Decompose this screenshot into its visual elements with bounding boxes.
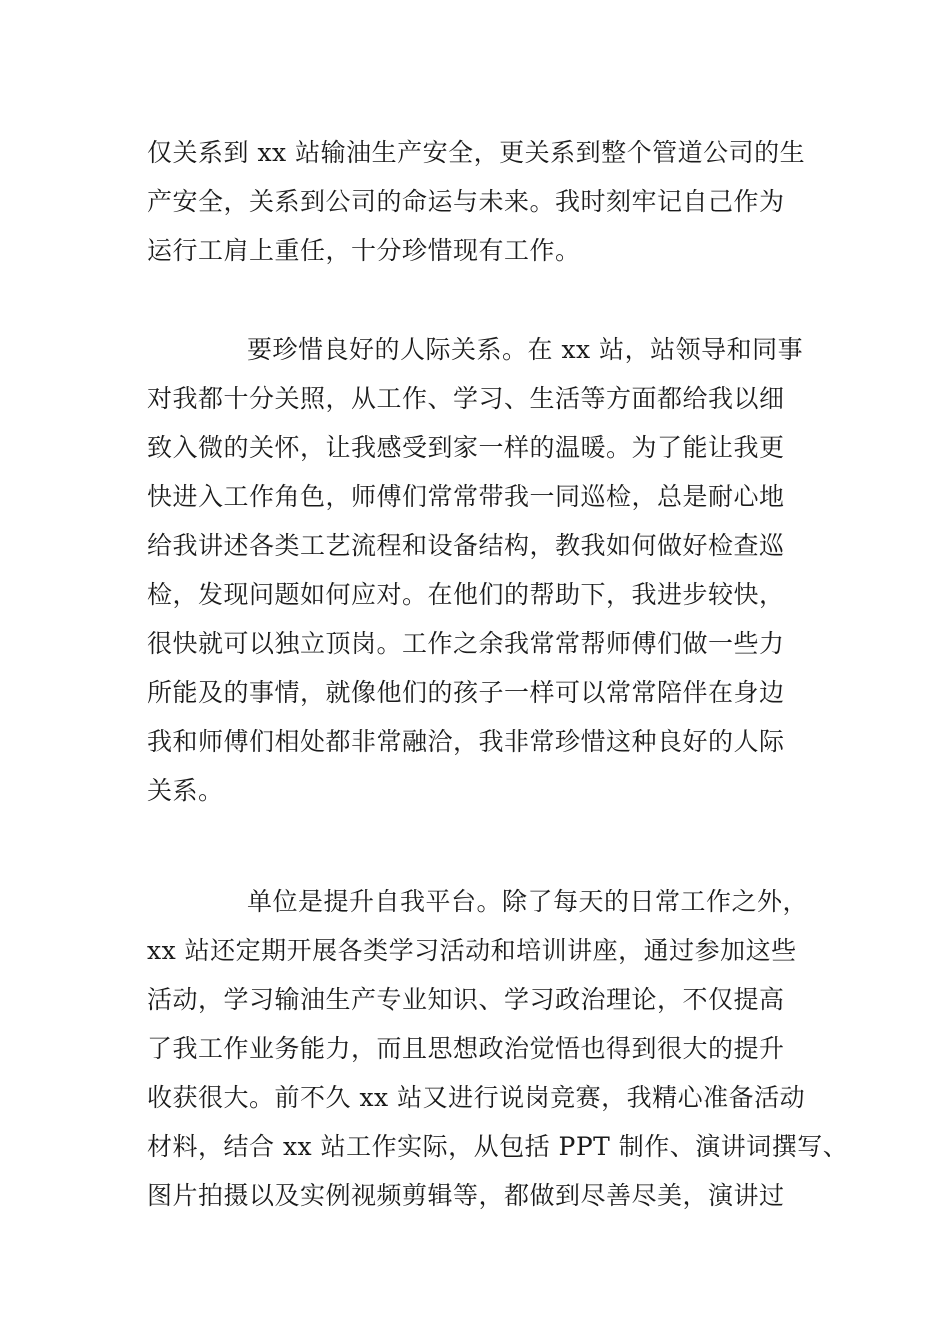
paragraph-line: 了我工作业务能力，而且思想政治觉悟也得到很大的提升 xyxy=(147,1034,785,1063)
paragraph-line: 检，发现问题如何应对。在他们的帮助下，我进步较快， xyxy=(147,580,785,609)
paragraph-line: 运行工肩上重任，十分珍惜现有工作。 xyxy=(147,236,581,265)
paragraph-line: 关系。 xyxy=(147,776,224,805)
paragraph-line: 收获很大。前不久 xx 站又进行说岗竞赛，我精心准备活动 xyxy=(147,1083,806,1112)
paragraph-first-line: 单位是提升自我平台。除了每天的日常工作之外， xyxy=(247,887,809,916)
paragraph-line: 材料，结合 xx 站工作实际，从包括 PPT 制作、演讲词撰写、 xyxy=(147,1132,849,1161)
paragraph-first-line: 要珍惜良好的人际关系。在 xx 站，站领导和同事 xyxy=(247,335,804,364)
paragraph-work-importance xyxy=(147,128,819,275)
paragraph-interpersonal-relations xyxy=(147,325,819,815)
paragraph-line: 很快就可以独立顶岗。工作之余我常常帮师傅们做一些力 xyxy=(147,629,785,658)
paragraph-line: 给我讲述各类工艺流程和设备结构，教我如何做好检查巡 xyxy=(147,531,785,560)
paragraph-line: 图片拍摄以及实例视频剪辑等，都做到尽善尽美，演讲过 xyxy=(147,1181,785,1210)
paragraph-line: 活动，学习输油生产专业知识、学习政治理论，不仅提高 xyxy=(147,985,785,1014)
paragraph-line: 快进入工作角色，师傅们常常带我一同巡检，总是耐心地 xyxy=(147,482,785,511)
paragraph-line: 我和师傅们相处都非常融洽，我非常珍惜这种良好的人际 xyxy=(147,727,785,756)
paragraph-line: 仅关系到 xx 站输油生产安全，更关系到整个管道公司的生 xyxy=(147,138,806,167)
paragraph-line: 所能及的事情，就像他们的孩子一样可以常常陪伴在身边 xyxy=(147,678,785,707)
paragraph-line: 产安全，关系到公司的命运与未来。我时刻牢记自己作为 xyxy=(147,187,785,216)
paragraph-self-improvement xyxy=(147,877,849,1220)
paragraph-line: 致入微的关怀，让我感受到家一样的温暖。为了能让我更 xyxy=(147,433,785,462)
paragraph-line: xx 站还定期开展各类学习活动和培训讲座，通过参加这些 xyxy=(147,936,797,965)
paragraph-line: 对我都十分关照，从工作、学习、生活等方面都给我以细 xyxy=(147,384,785,413)
